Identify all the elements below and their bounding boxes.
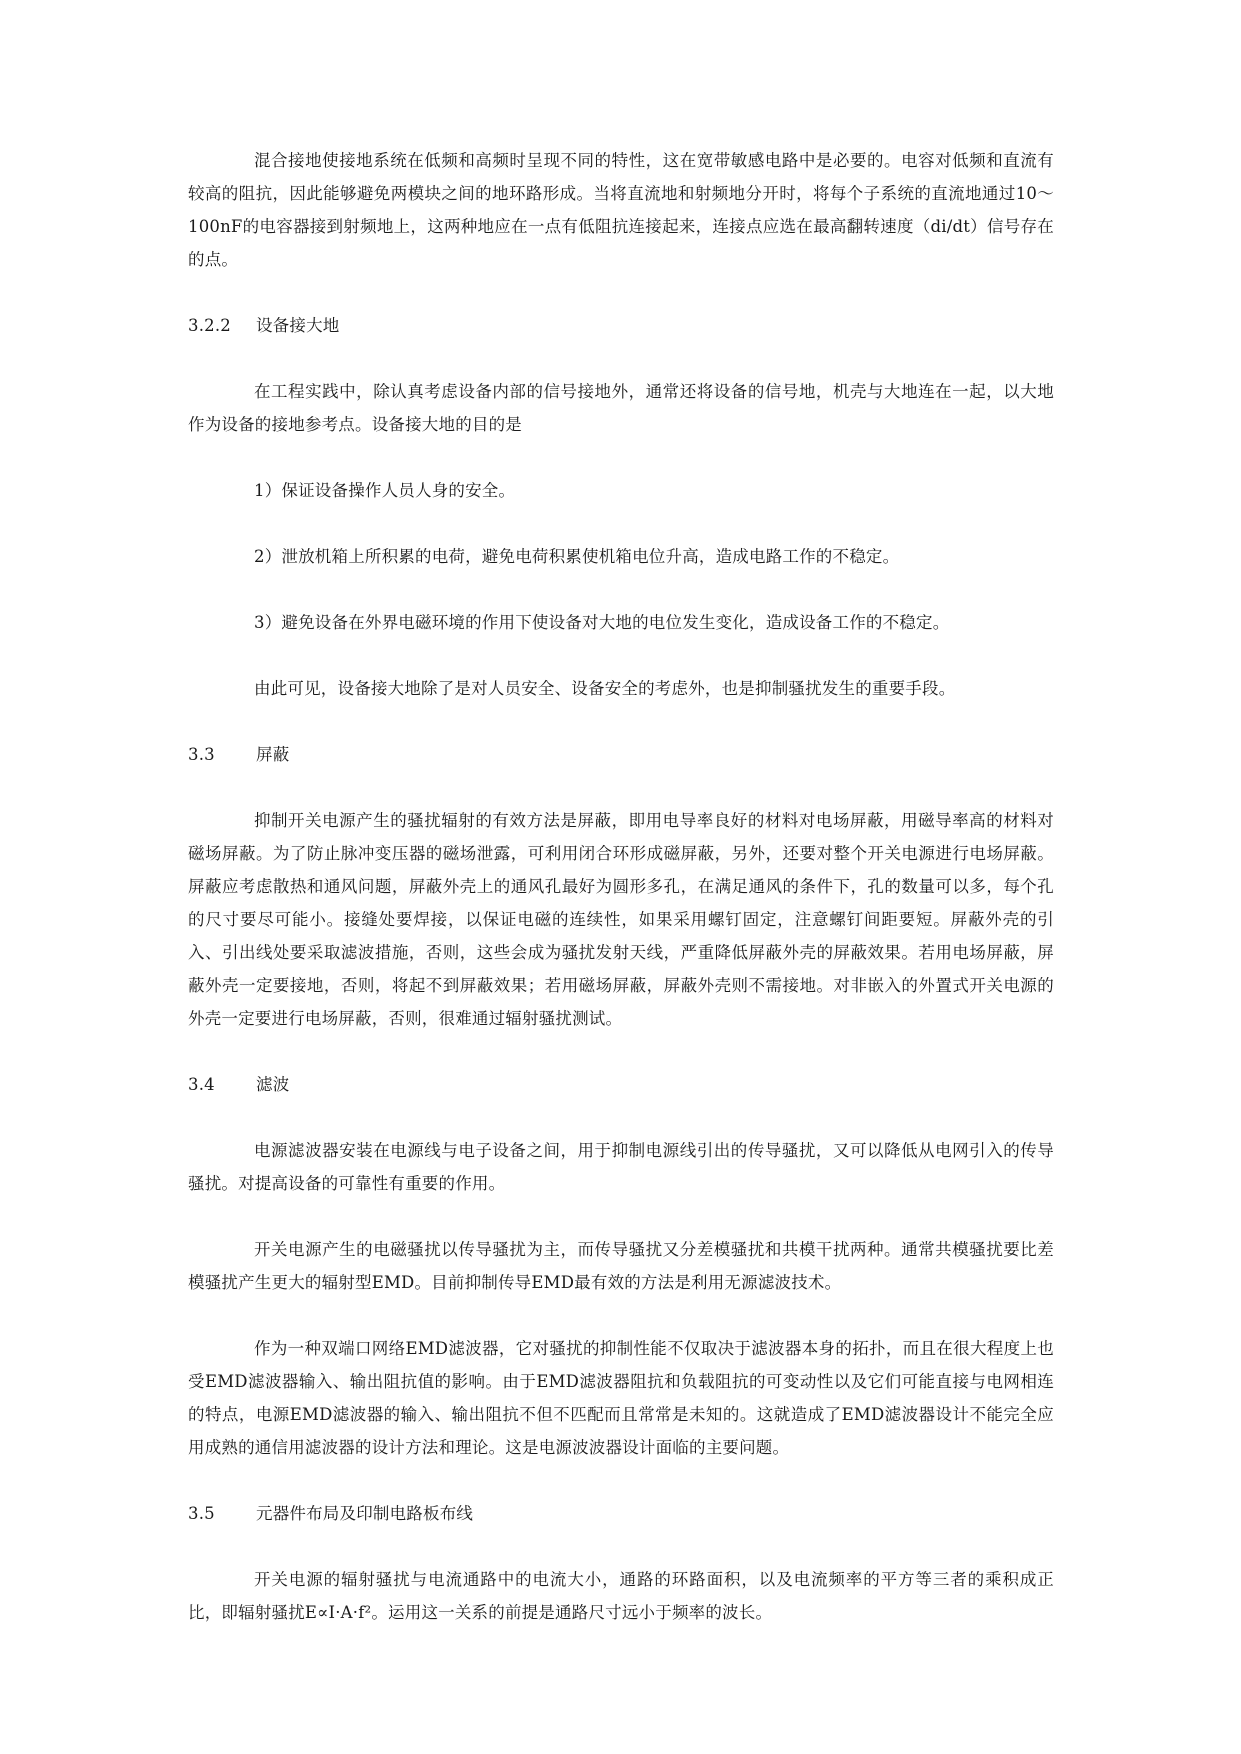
- section-number: 3.3: [188, 745, 215, 764]
- section-heading: [188, 1497, 1054, 1530]
- paragraph: 由此可见，设备接大地除了是对人员安全、设备安全的考虑外，也是抑制骚扰发生的重要手段。: [254, 679, 956, 698]
- paragraph: 开关电源的辐射骚扰与电流通路中的电流大小，通路的环路面积，以及电流频率的平方等三者的乘积成正比，即辐射骚扰E∝I·A·f²。运用这一关系的前提是通路尺寸远小于频率的波长。: [188, 1570, 1054, 1622]
- section-number: 3.4: [188, 1075, 215, 1094]
- list-item: 3）避免设备在外界电磁环境的作用下使设备对大地的电位发生变化，造成设备工作的不稳定。: [254, 613, 950, 632]
- section-title: 元器件布局及印制电路板布线: [256, 1504, 474, 1523]
- document-body: [188, 144, 1054, 1629]
- list-item: 1）保证设备操作人员人身的安全。: [254, 481, 516, 500]
- section-heading: [188, 1068, 1054, 1101]
- section-title: 设备接大地: [256, 316, 340, 335]
- section-number: 3.5: [188, 1504, 215, 1523]
- section-title: 屏蔽: [256, 745, 290, 764]
- paragraph: 电源滤波器安装在电源线与电子设备之间，用于抑制电源线引出的传导骚扰，又可以降低从电网引入的传导骚扰。对提高设备的可靠性有重要的作用。: [188, 1141, 1054, 1193]
- list-item: 2）泄放机箱上所积累的电荷，避免电荷积累使机箱电位升高，造成电路工作的不稳定。: [254, 547, 900, 566]
- paragraph: 开关电源产生的电磁骚扰以传导骚扰为主，而传导骚扰又分差模骚扰和共模干扰两种。通常共模骚扰要比差模骚扰产生更大的辐射型EMD。目前抑制传导EMD最有效的方法是利用无源滤波技术。: [188, 1240, 1054, 1292]
- paragraph: 作为一种双端口网络EMD滤波器，它对骚扰的抑制性能不仅取决于滤波器本身的拓扑，而且在很大程度上也受EMD滤波器输入、输出阻抗值的影响。由于EMD滤波器阻抗和负载阻抗的可变动性以及它们可能直接与电网相连的特点，电源EMD滤波器的输入、输出阻抗不但不匹配而且常常是未知的。这就造成了EMD滤波器设计不能完全应用成熟的通信用滤波器的设计方法和理论。这是电源波波器设计面临的主要问题。: [188, 1339, 1054, 1457]
- section-heading: [188, 738, 1054, 771]
- paragraph: 抑制开关电源产生的骚扰辐射的有效方法是屏蔽，即用电导率良好的材料对电场屏蔽，用磁导率高的材料对磁场屏蔽。为了防止脉冲变压器的磁场泄露，可利用闭合环形成磁屏蔽，另外，还要对整个开关电源进行电场屏蔽。屏蔽应考虑散热和通风问题，屏蔽外壳上的通风孔最好为圆形多孔，在满足通风的条件下，孔的数量可以多，每个孔的尺寸要尽可能小。接缝处要焊接，以保证电磁的连续性，如果采用螺钉固定，注意螺钉间距要短。屏蔽外壳的引入、引出线处要采取滤波措施，否则，这些会成为骚扰发射天线，严重降低屏蔽外壳的屏蔽效果。若用电场屏蔽，屏蔽外壳一定要接地，否则，将起不到屏蔽效果；若用磁场屏蔽，屏蔽外壳则不需接地。对非嵌入的外置式开关电源的外壳一定要进行电场屏蔽，否则，很难通过辐射骚扰测试。: [188, 811, 1054, 1028]
- section-heading: [188, 309, 1054, 342]
- paragraph: 在工程实践中，除认真考虑设备内部的信号接地外，通常还将设备的信号地，机壳与大地连在一起，以大地作为设备的接地参考点。设备接大地的目的是: [188, 382, 1054, 434]
- paragraph: 混合接地使接地系统在低频和高频时呈现不同的特性，这在宽带敏感电路中是必要的。电容对低频和直流有较高的阻抗，因此能够避免两模块之间的地环路形成。当将直流地和射频地分开时，将每个子系统的直流地通过10～100nF的电容器接到射频地上，这两种地应在一点有低阻抗连接起来，连接点应选在最高翻转速度（di/dt）信号存在的点。: [188, 151, 1054, 269]
- section-number: 3.2.2: [188, 316, 231, 335]
- section-title: 滤波: [256, 1075, 290, 1094]
